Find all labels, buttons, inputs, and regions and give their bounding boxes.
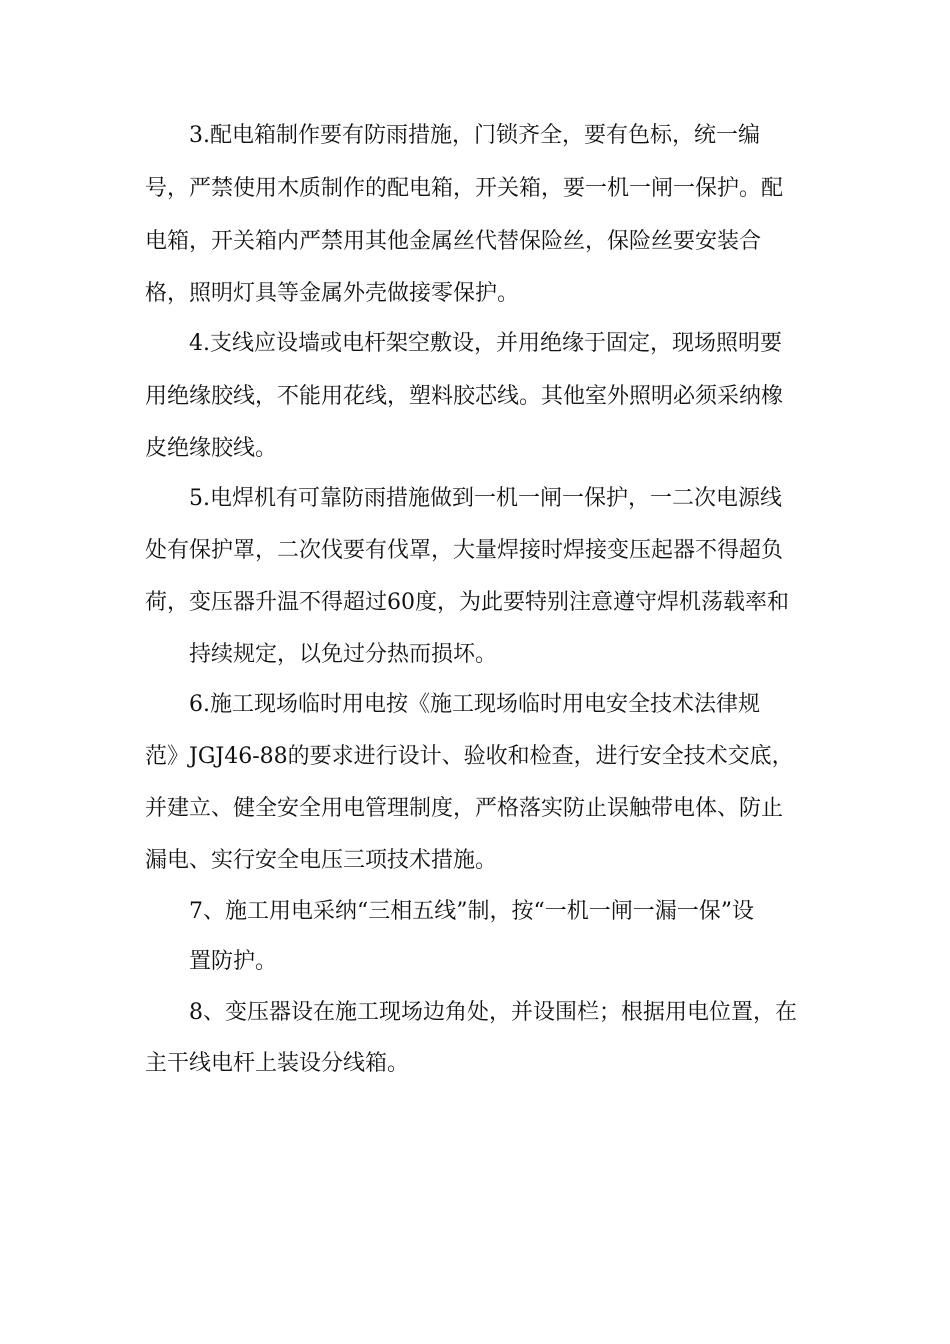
paragraph-6-line-1: 6.施工现场临时用电按《施工现场临时用电安全技术法律规 xyxy=(189,692,760,717)
paragraph-4-line-2: 用绝缘胶线，不能用花线，塑料胶芯线。其他室外照明必须采纳橡 xyxy=(145,384,784,409)
paragraph-5-line-2: 处有保护罩，二次伐要有伐罩，大量焊接时焊接变压起器不得超负 xyxy=(145,538,784,563)
paragraph-5-line-1: 5.电焊机有可靠防雨措施做到一机一闸一保护，一二次电源线 xyxy=(189,486,782,511)
paragraph-5-line-4: 持续规定，以免过分热而损坏。 xyxy=(189,642,498,667)
paragraph-6-line-4: 漏电、实行安全电压三项技术措施。 xyxy=(145,848,498,873)
paragraph-3-line-1: 3.配电箱制作要有防雨措施，门锁齐全，要有色标，统一编 xyxy=(189,123,760,148)
paragraph-4-line-3: 皮绝缘胶线。 xyxy=(145,436,278,461)
paragraph-8-line-2: 主干线电杆上装设分线箱。 xyxy=(145,1051,410,1076)
paragraph-6-line-2: 范》JGJ46-88的要求进行设计、验收和检查，进行安全技术交底， xyxy=(145,744,794,769)
paragraph-7-line-1: 7、施工用电采纳“三相五线”制，按“一机一闸一漏一保”设 xyxy=(189,899,754,924)
paragraph-4-line-1: 4.支线应设墙或电杆架空敷设，并用绝缘于固定，现场照明要 xyxy=(189,331,782,356)
paragraph-8-line-1: 8、变压器设在施工现场边角处，并设围栏；根据用电位置，在 xyxy=(189,1000,797,1025)
paragraph-5-line-3: 荷，变压器升温不得超过60度，为此要特别注意遵守焊机荡载率和 xyxy=(145,590,789,615)
paragraph-7-line-2: 置防护。 xyxy=(189,949,278,974)
paragraph-3-line-2: 号，严禁使用木质制作的配电箱，开关箱，要一机一闸一保护。配 xyxy=(145,176,784,201)
paragraph-3-line-3: 电箱，开关箱内严禁用其他金属丝代替保险丝，保险丝要安装合 xyxy=(145,229,762,254)
paragraph-6-line-3: 并建立、健全安全用电管理制度，严格落实防止误触带电体、防止 xyxy=(145,796,784,821)
paragraph-3-line-4: 格，照明灯具等金属外壳做接零保护。 xyxy=(145,281,520,306)
